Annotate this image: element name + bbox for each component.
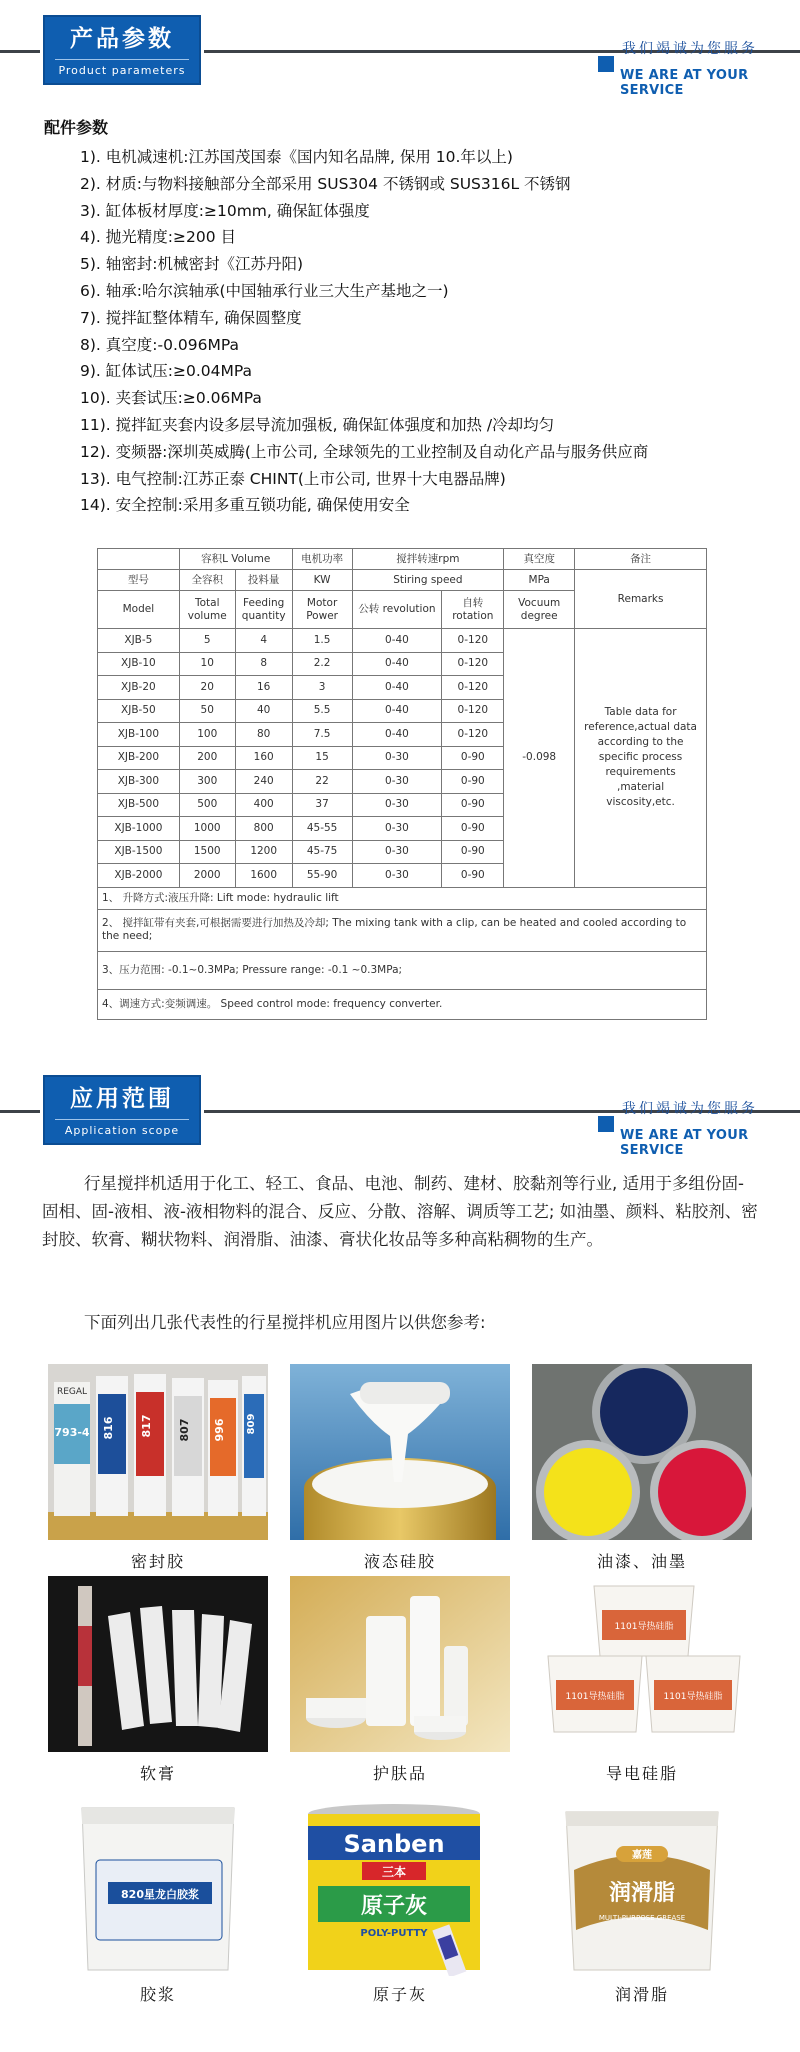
list-item: 1). 电机减速机:江苏国茂国泰《国内知名品牌, 保用 10.年以上) [80,148,513,166]
svg-text:793-4: 793-4 [54,1426,90,1439]
table-header-row [98,570,707,591]
svg-text:REGAL: REGAL [56,1387,88,1397]
parameters-list [44,144,784,519]
list-item: 8). 真空度:-0.096MPa [80,335,239,354]
svg-text:三本: 三本 [381,1865,407,1879]
svg-text:816: 816 [102,1416,115,1440]
svg-text:996: 996 [213,1418,226,1442]
ointment-image [48,1576,268,1752]
liquid-silicone-image [290,1364,510,1540]
col-power: 电机功率 [292,549,352,570]
remarks-text: Table data for reference,actual data according to the specific process requirements ,material viscosity,etc. [575,629,707,888]
table-row: XJB-1000 1000 800 45-55 0-30 0-90 [98,817,707,841]
col-remarks-en: Remarks [575,570,707,629]
svg-text:Sanben: Sanben [343,1830,445,1858]
caption-sealant: 密封胶 [130,1552,185,1571]
table-note-row: 1、 升降方式:液压升降: Lift mode: hydraulic lift [98,887,707,909]
svg-text:817: 817 [140,1414,153,1438]
putty-image [290,1800,510,1976]
accessory-parameters [44,118,784,519]
table-note-row: 4、调速方式:变频调速。 Speed control mode: frequency converter. [98,989,707,1019]
col-remarks: 备注 [575,549,707,570]
col-stiring: Stiring speed [352,570,504,591]
list-item: 7). 搅拌缸整体精车, 确保圆整度 [80,308,302,327]
section-badge [40,1072,204,1148]
caption-lubricating-grease: 润滑脂 [614,1985,669,2004]
table-row: XJB-50 50 40 5.5 0-40 0-120 [98,699,707,723]
col-speed: 搅拌转速rpm [352,549,504,570]
table-header-row [98,549,707,570]
vacuum-value: -0.098 [504,629,575,888]
table-row: XJB-2000 2000 1600 55-90 0-30 0-90 [98,864,707,888]
application-intro: 行星搅拌机适用于化工、轻工、食品、电池、制药、建材、胶黏剂等行业, 适用于多组份固-固相、固-液相、液-液相物料的混合、反应、分散、溶解、调质等工艺; 如油墨、颜料、粘胶剂、密封胶、软膏、糊状物料、润滑脂、油漆、膏状化妆品等多种高粘稠物的生产。 [42,1174,758,1249]
col-vacuum: 真空度 [504,549,575,570]
caption-glue: 胶浆 [139,1985,176,2004]
col-rotation: 自转 rotation [442,591,504,629]
col-revolution: 公转 revolution [352,591,442,629]
paint-ink-image [532,1364,752,1540]
caption-liquid-silicone: 液态硅胶 [363,1552,436,1571]
list-item: 13). 电气控制:江苏正泰 CHINT(上市公司, 世界十大电器品牌) [80,469,506,488]
table-row: XJB-20 20 16 3 0-40 0-120 [98,676,707,700]
sealant-image [48,1364,268,1540]
svg-text:1101导热硅脂: 1101导热硅脂 [565,1692,625,1702]
list-item: 6). 轴承:哈尔滨轴承(中国轴承行业三大生产基地之一) [80,281,449,300]
svg-text:1101导热硅脂: 1101导热硅脂 [614,1622,674,1632]
parameters-title: 配件参数 [44,118,109,137]
svg-text:1101导热硅脂: 1101导热硅脂 [663,1692,723,1702]
svg-text:润滑脂: 润滑脂 [608,1881,676,1906]
svg-text:809: 809 [246,1413,257,1435]
svg-text:原子灰: 原子灰 [360,1894,428,1919]
blue-square-icon [598,56,614,72]
caption-conductive-grease: 导电硅脂 [605,1764,678,1783]
caption-paint-ink: 油漆、油墨 [596,1552,687,1571]
slogan-cn: 我们竭诚为您服务 [622,41,758,57]
col-total-en: Total volume [179,591,235,629]
col-kw: KW [292,570,352,591]
table-row: XJB-500 500 400 37 0-30 0-90 [98,793,707,817]
col-motor-en: Motor Power [292,591,352,629]
glue-image [48,1800,268,1976]
caption-ointment: 软膏 [139,1764,176,1783]
col-volume: 容积L Volume [179,549,292,570]
table-row: XJB-200 200 160 15 0-30 0-90 [98,746,707,770]
table-row: XJB-300 300 240 22 0-30 0-90 [98,770,707,794]
table-note-row: 2、 搅拌缸带有夹套,可根据需要进行加热及冷却; The mixing tank with a clip, can be heated and cooled according to the need; [98,909,707,951]
table-row: XJB-100 100 80 7.5 0-40 0-120 [98,723,707,747]
col-total-cn: 全容积 [179,570,235,591]
slogan-en: WE ARE AT YOUR SERVICE [620,68,749,98]
blue-square-icon [598,1116,614,1132]
col-vacuum-en: Vocuum degree [504,591,575,629]
section-badge [40,12,204,88]
list-item: 14). 安全控制:采用多重互锁功能, 确保使用安全 [80,496,410,515]
list-item: 4). 抛光精度:≥200 目 [80,228,236,247]
table-note-row: 3、压力范围: -0.1~0.3MPa; Pressure range: -0.1 ~0.3MPa; [98,951,707,989]
section-header-parameters [0,12,800,98]
list-item: 11). 搅拌缸夹套内设多层导流加强板, 确保缸体强度和加热 /冷却均匀 [80,415,555,434]
col-mpa: MPa [504,570,575,591]
list-item: 5). 轴密封:机械密封《江苏丹阳) [80,255,304,274]
svg-text:807: 807 [178,1418,191,1442]
slogan-cn: 我们竭诚为您服务 [622,1101,758,1117]
section-title: 产品参数 [70,26,174,52]
table-row: XJB-1500 1500 1200 45-75 0-30 0-90 [98,840,707,864]
list-item: 2). 材质:与物料接触部分全部采用 SUS304 不锈钢或 SUS316L 不锈钢 [80,174,571,193]
svg-text:嘉莲: 嘉莲 [632,1850,652,1861]
skincare-image [290,1576,510,1752]
section-subtitle: Product parameters [55,59,189,79]
lubricating-grease-image [532,1800,752,1976]
caption-putty: 原子灰 [372,1985,427,2004]
spec-table [97,548,707,1020]
table-row: XJB-5 5 4 1.5 0-40 0-120 -0.098 Table data for reference,actual data according to the specific process requirements ,material viscosity,etc. [98,629,707,653]
svg-text:POLY-PUTTY: POLY-PUTTY [360,1928,428,1939]
svg-text:820星龙白胶浆: 820星龙白胶浆 [121,1888,199,1901]
conductive-grease-image [532,1576,752,1752]
list-item: 3). 缸体板材厚度:≥10mm, 确保缸体强度 [80,201,370,220]
section-header-application [0,1072,800,1158]
col-model-cn: 型号 [98,570,180,591]
col-feed-cn: 投料量 [235,570,292,591]
list-item: 10). 夹套试压:≥0.06MPa [80,389,262,408]
section-subtitle: Application scope [55,1119,189,1139]
application-list-title: 下面列出几张代表性的行星搅拌机应用图片以供您参考: [84,1313,486,1332]
col-model-en: Model [98,591,180,629]
col-feed-en: Feeding quantity [235,591,292,629]
list-item: 12). 变频器:深圳英威腾(上市公司, 全球领先的工业控制及自动化产品与服务供应商 [80,442,649,461]
list-item: 9). 缸体试压:≥0.04MPa [80,362,253,381]
caption-skincare: 护肤品 [372,1764,427,1783]
section-title: 应用范围 [70,1086,174,1112]
svg-text:MULTI-PURPOSE GREASE: MULTI-PURPOSE GREASE [598,1914,686,1922]
table-row: XJB-10 10 8 2.2 0-40 0-120 [98,652,707,676]
slogan-en: WE ARE AT YOUR SERVICE [620,1128,749,1158]
